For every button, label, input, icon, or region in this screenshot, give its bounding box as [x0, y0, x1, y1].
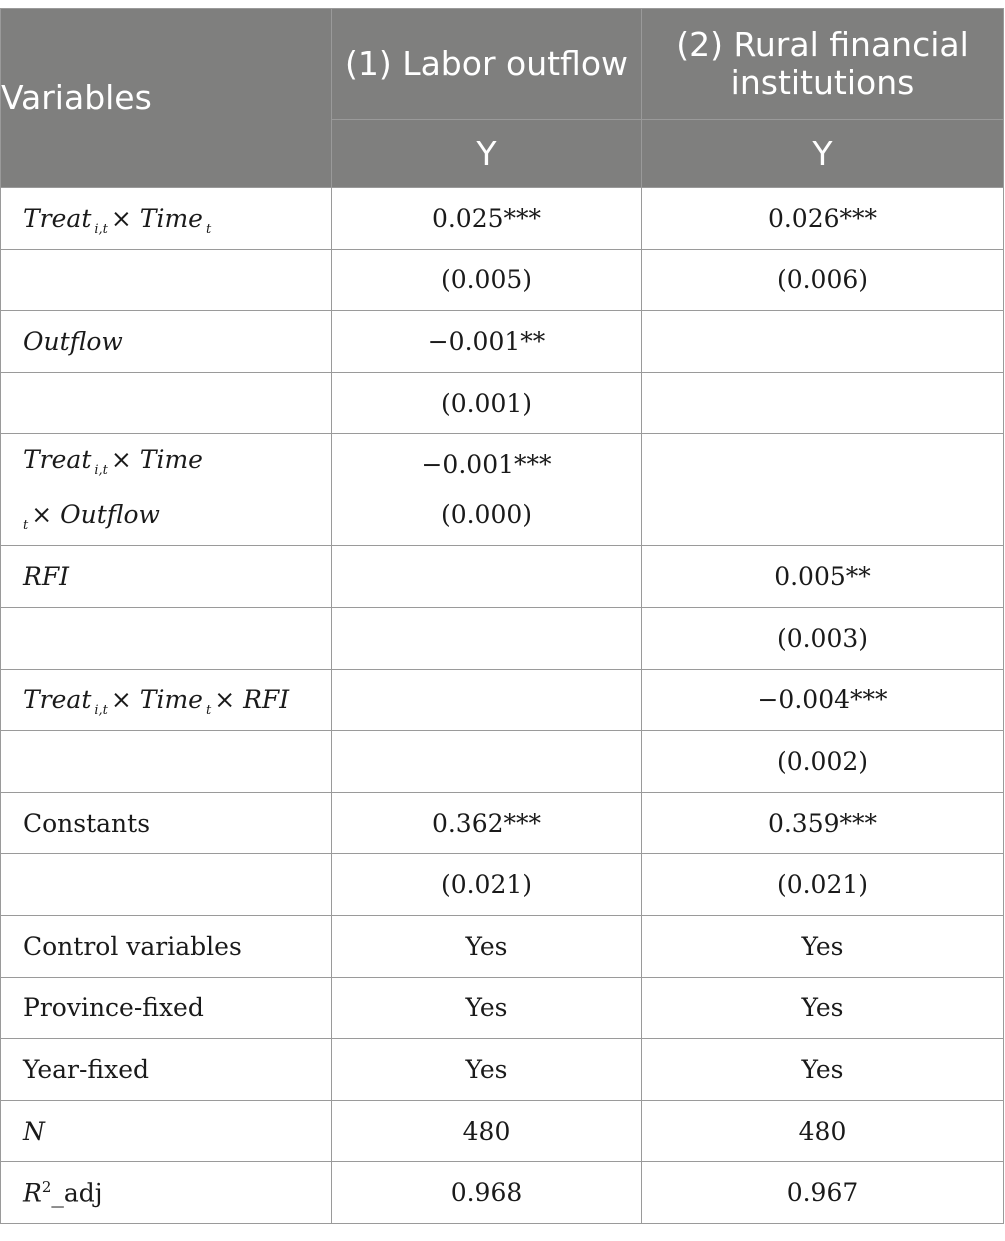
regression-table: [0, 8, 1004, 1224]
cell-rfi-c1: [332, 546, 642, 608]
r2-suffix: _adj: [51, 1178, 103, 1208]
label-time: Time: [139, 444, 203, 474]
r2-superscript: 2: [41, 1177, 52, 1196]
table-row: [1, 731, 1004, 793]
cell-outflow-se-c1: (0.001): [332, 372, 642, 434]
cell-province-c2: Yes: [642, 977, 1004, 1039]
table-row: [1, 854, 1004, 916]
subscript-t: t: [205, 703, 212, 719]
table-row: [1, 1162, 1004, 1224]
cell-interaction-rfi-c2: −0.004***: [642, 669, 1004, 731]
table-row: [1, 311, 1004, 373]
cell-interaction-rfi-c1: [332, 669, 642, 731]
row-label-controls: Control variables: [1, 915, 332, 977]
row-label-empty: [1, 854, 332, 916]
subscript-it: i,t: [94, 703, 108, 719]
cell-year-c2: Yes: [642, 1039, 1004, 1101]
subscript-it: i,t: [94, 221, 108, 237]
cell-r2-c1: 0.968: [332, 1162, 642, 1224]
table-header: [1, 9, 1004, 188]
label-line-2: [23, 490, 331, 545]
cell-treat-time-se-c1: (0.005): [332, 249, 642, 311]
dep-var-col2: Y: [642, 120, 1004, 188]
cell-province-c1: Yes: [332, 977, 642, 1039]
times-sign: ×: [110, 685, 132, 715]
table-row: [1, 792, 1004, 854]
row-label-r2: [1, 1162, 332, 1224]
row-label-empty: [1, 607, 332, 669]
cell-year-c1: Yes: [332, 1039, 642, 1101]
header-col2: (2) Rural financial institutions: [642, 9, 1004, 120]
row-label-treat-time-outflow: [1, 434, 332, 546]
table-row: [1, 1100, 1004, 1162]
cell-controls-c1: Yes: [332, 915, 642, 977]
label-rfi: RFI: [243, 685, 290, 715]
label-time: Time: [139, 685, 203, 715]
table-row: [1, 546, 1004, 608]
cell-constants-c2: 0.359***: [642, 792, 1004, 854]
label-time: Time: [139, 203, 203, 233]
label-treat: Treat: [23, 685, 92, 715]
table-row: [1, 607, 1004, 669]
subscript-it: i,t: [94, 462, 108, 478]
times-sign: ×: [31, 499, 53, 529]
row-label-empty: [1, 372, 332, 434]
dep-var-col1: Y: [332, 120, 642, 188]
cell-n-c2: 480: [642, 1100, 1004, 1162]
header-col1: (1) Labor outflow: [332, 9, 642, 120]
cell-outflow-se-c2: [642, 372, 1004, 434]
cell-treat-time-se-c2: (0.006): [642, 249, 1004, 311]
row-label-rfi: RFI: [1, 546, 332, 608]
table-row: [1, 372, 1004, 434]
row-label-treat-time-rfi: [1, 669, 332, 731]
row-label-empty: [1, 731, 332, 793]
header-variables: Variables: [1, 9, 332, 188]
times-sign: ×: [110, 203, 132, 233]
row-label-empty: [1, 249, 332, 311]
cell-controls-c2: Yes: [642, 915, 1004, 977]
row-label-treat-time: [1, 188, 332, 250]
cell-interaction-rfi-se-c1: [332, 731, 642, 793]
row-label-outflow: Outflow: [1, 311, 332, 373]
coef-value: −0.001***: [421, 449, 552, 479]
cell-outflow-c1: −0.001**: [332, 311, 642, 373]
row-label-year: Year-fixed: [1, 1039, 332, 1101]
cell-treat-time-c2: 0.026***: [642, 188, 1004, 250]
times-sign: ×: [214, 685, 236, 715]
table-row: [1, 249, 1004, 311]
cell-outflow-c2: [642, 311, 1004, 373]
cell-constants-se-c2: (0.021): [642, 854, 1004, 916]
cell-treat-time-c1: 0.025***: [332, 188, 642, 250]
label-outflow: Outflow: [60, 499, 160, 529]
label-treat: Treat: [23, 203, 92, 233]
subscript-t: t: [23, 517, 29, 533]
cell-interaction-rfi-se-c2: (0.002): [642, 731, 1004, 793]
cell-rfi-se-c2: (0.003): [642, 607, 1004, 669]
cell-n-c1: 480: [332, 1100, 642, 1162]
cell-r2-c2: 0.967: [642, 1162, 1004, 1224]
cell-constants-c1: 0.362***: [332, 792, 642, 854]
label-treat: Treat: [23, 444, 92, 474]
cell-interaction-outflow-c2: [642, 434, 1004, 546]
subscript-t: t: [205, 221, 212, 237]
table-row: [1, 977, 1004, 1039]
row-label-province: Province-fixed: [1, 977, 332, 1039]
r2-base: R: [23, 1178, 42, 1208]
cell-interaction-outflow-c1: [332, 434, 642, 546]
table-row: [1, 434, 1004, 546]
cell-rfi-c2: 0.005**: [642, 546, 1004, 608]
label-line-1: [23, 435, 331, 490]
times-sign: ×: [110, 444, 132, 474]
cell-constants-se-c1: (0.021): [332, 854, 642, 916]
row-label-n: N: [1, 1100, 332, 1162]
table-row: [1, 915, 1004, 977]
table-row: [1, 188, 1004, 250]
row-label-constants: Constants: [1, 792, 332, 854]
table-row: [1, 1039, 1004, 1101]
cell-rfi-se-c1: [332, 607, 642, 669]
table-row: [1, 669, 1004, 731]
se-value: (0.000): [440, 499, 533, 529]
